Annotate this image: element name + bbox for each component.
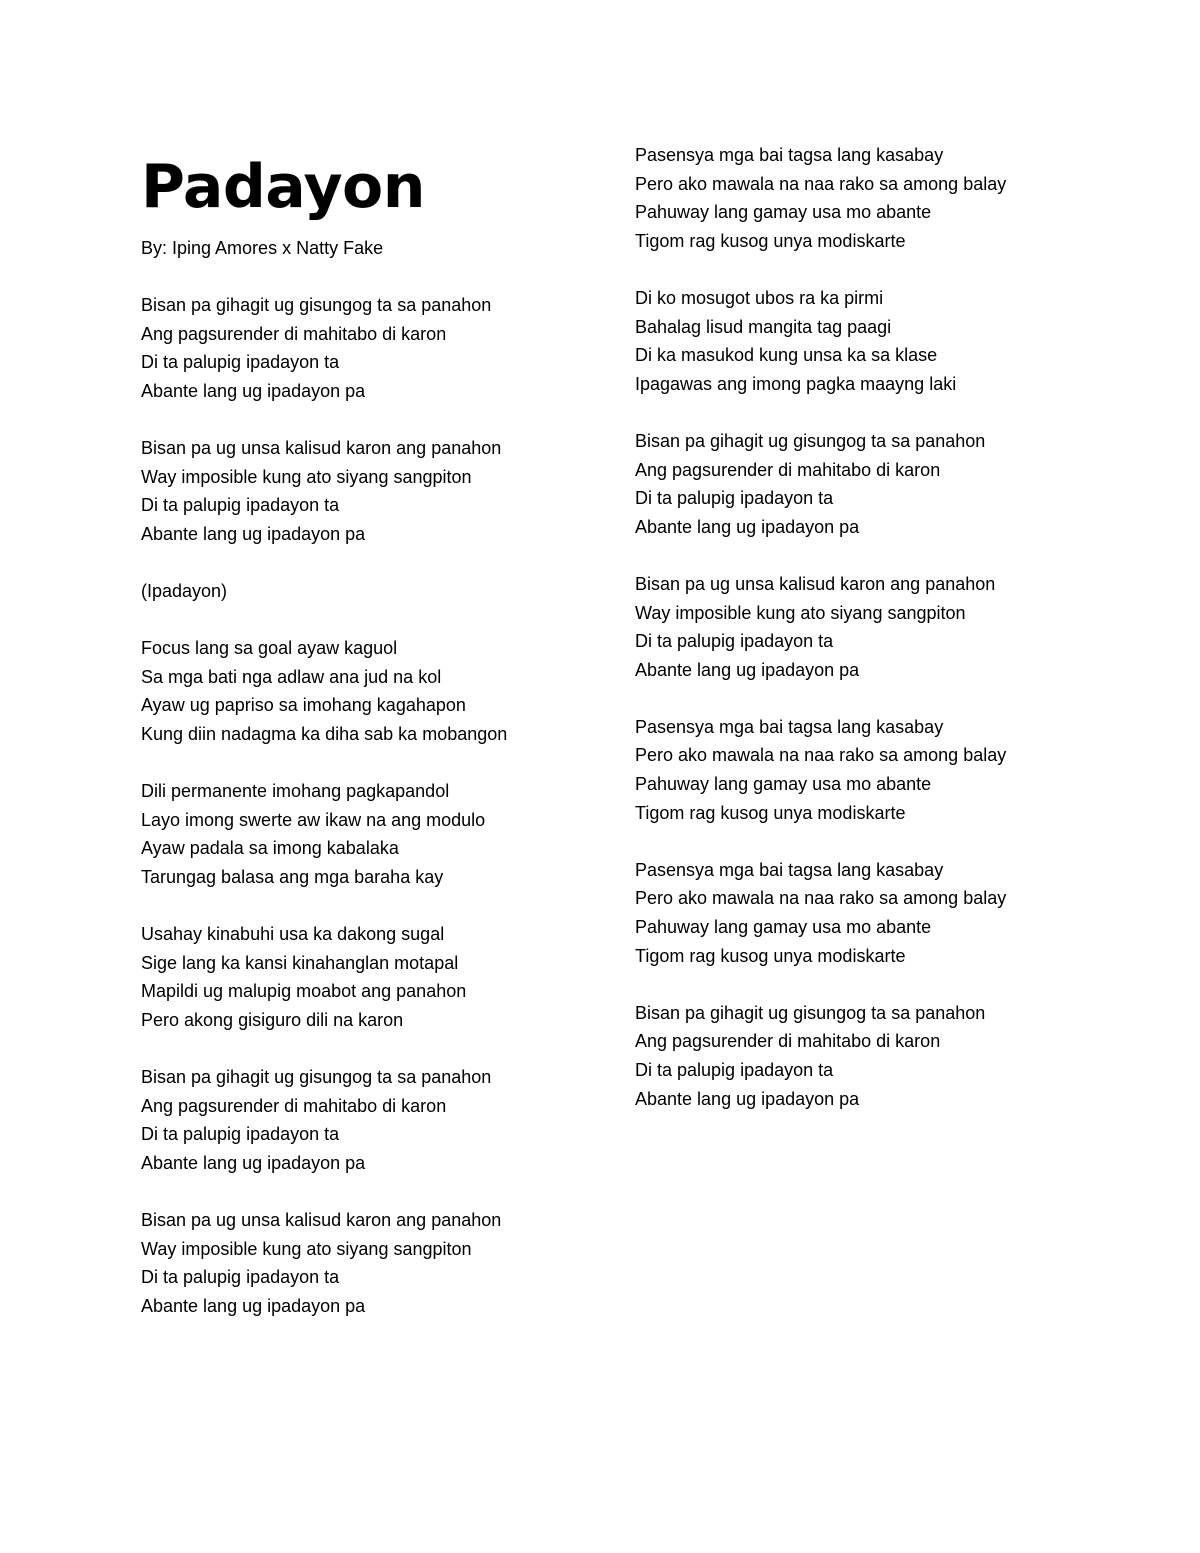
byline: By: Iping Amores x Natty Fake (141, 238, 384, 258)
lyric-line: Layo imong swerte aw ikaw na ang modulo (141, 809, 486, 830)
lyric-stanza (635, 999, 1006, 1113)
lyric-line: Usahay kinabuhi usa ka dakong sugal (141, 924, 445, 945)
lyric-line: Pero akong gisiguro dili na karon (141, 1009, 404, 1030)
lyric-line: Sige lang ka kansi kinahanglan motapal (141, 952, 459, 973)
lyric-line: Di ko mosugot ubos ra ka pirmi (635, 287, 884, 308)
lyric-line: Bisan pa ug unsa kalisud karon ang panahon (141, 437, 502, 458)
lyric-line: Tigom rag kusog unya modiskarte (635, 802, 906, 823)
lyric-line: Pasensya mga bai tagsa lang kasabay (635, 859, 944, 880)
lyric-line: Di ta palupig ipadayon ta (141, 495, 340, 516)
lyric-line: Di ta palupig ipadayon ta (635, 488, 834, 509)
lyric-line: Abante lang ug ipadayon pa (141, 523, 366, 544)
lyric-line: Bisan pa ug unsa kalisud karon ang panahon (141, 1210, 502, 1230)
lyric-stanza (635, 856, 1006, 970)
lyric-stanza (635, 427, 1006, 541)
lyric-line: Tigom rag kusog unya modiskarte (635, 945, 906, 966)
lyric-line: Pahuway lang gamay usa mo abante (635, 774, 932, 795)
lyric-line: Way imposible kung ato siyang sangpiton (141, 466, 472, 487)
lyric-line: Ang pagsurender di mahitabo di karon (141, 1095, 447, 1116)
lyric-line: Pahuway lang gamay usa mo abante (635, 917, 932, 938)
lyric-stanza (635, 713, 1006, 827)
lyric-stanza (635, 141, 1006, 255)
lyric-line: Sa mga bati nga adlaw ana jud na kol (141, 666, 442, 687)
lyric-line: Tarungag balasa ang mga baraha kay (141, 866, 444, 887)
lyric-line: (Ipadayon) (141, 580, 228, 601)
lyric-line: Bisan pa gihagit ug gisungog ta sa panahon (635, 430, 986, 451)
lyric-line: Ang pagsurender di mahitabo di karon (635, 1031, 941, 1052)
lyric-line: Abante lang ug ipadayon pa (635, 516, 860, 537)
lyric-line: Focus lang sa goal ayaw kaguol (141, 638, 398, 659)
lyric-line: Ipagawas ang imong pagka maayng laki (635, 373, 957, 394)
lyric-line: Way imposible kung ato siyang sangpiton (635, 602, 966, 623)
lyric-stanza (141, 1063, 507, 1177)
lyrics-right-column (635, 141, 1006, 1142)
lyric-line: Pero ako mawala na naa rako sa among balay (635, 888, 1007, 909)
lyric-line: Di ka masukod kung unsa ka sa klase (635, 345, 938, 366)
lyric-line: Di ta palupig ipadayon ta (635, 631, 834, 652)
lyric-line: Abante lang ug ipadayon pa (635, 659, 860, 680)
lyric-stanza (141, 1206, 507, 1320)
lyric-line: Ayaw padala sa imong kabalaka (141, 838, 399, 859)
lyric-line: Abante lang ug ipadayon pa (141, 380, 366, 401)
lyric-line: Pahuway lang gamay usa mo abante (635, 202, 932, 223)
lyric-stanza (141, 777, 507, 891)
lyric-line: Mapildi ug malupig moabot ang panahon (141, 981, 467, 1002)
page-title: Padayon (141, 152, 425, 222)
lyric-line: Bahalag lisud mangita tag paagi (635, 316, 892, 337)
lyric-stanza (635, 570, 1006, 684)
lyric-line: Ang pagsurender di mahitabo di karon (141, 323, 447, 344)
lyric-stanza (141, 434, 507, 548)
lyric-line: Way imposible kung ato siyang sangpiton (141, 1238, 472, 1259)
lyric-stanza (141, 920, 507, 1034)
lyric-line: Pasensya mga bai tagsa lang kasabay (635, 145, 944, 165)
lyric-line: Abante lang ug ipadayon pa (141, 1295, 366, 1316)
lyric-line: Di ta palupig ipadayon ta (141, 352, 340, 373)
lyric-line: Abante lang ug ipadayon pa (141, 1152, 366, 1173)
lyric-line: Abante lang ug ipadayon pa (635, 1088, 860, 1109)
lyric-line: Bisan pa gihagit ug gisungog ta sa panahon (635, 1002, 986, 1023)
lyric-stanza (635, 284, 1006, 398)
lyric-stanza (141, 634, 507, 748)
lyric-line: Pero ako mawala na naa rako sa among balay (635, 173, 1007, 194)
lyric-line: Kung diin nadagma ka diha sab ka mobangon (141, 723, 508, 744)
lyric-line: Di ta palupig ipadayon ta (141, 1124, 340, 1145)
lyric-line: Di ta palupig ipadayon ta (141, 1267, 340, 1288)
lyric-stanza (141, 291, 507, 405)
lyric-stanza (141, 577, 507, 606)
lyric-line: Di ta palupig ipadayon ta (635, 1060, 834, 1080)
lyric-line: Pasensya mga bai tagsa lang kasabay (635, 716, 944, 737)
lyric-line: Bisan pa gihagit ug gisungog ta sa panahon (141, 295, 492, 315)
lyric-line: Ang pagsurender di mahitabo di karon (635, 459, 941, 480)
lyric-line: Ayaw ug papriso sa imohang kagahapon (141, 695, 466, 716)
lyric-line: Bisan pa gihagit ug gisungog ta sa panahon (141, 1067, 492, 1088)
lyric-line: Bisan pa ug unsa kalisud karon ang panahon (635, 573, 996, 594)
lyric-line: Pero ako mawala na naa rako sa among balay (635, 745, 1007, 766)
lyrics-left-column (141, 291, 507, 1349)
lyric-line: Tigom rag kusog unya modiskarte (635, 230, 906, 251)
lyric-line: Dili permanente imohang pagkapandol (141, 781, 450, 802)
